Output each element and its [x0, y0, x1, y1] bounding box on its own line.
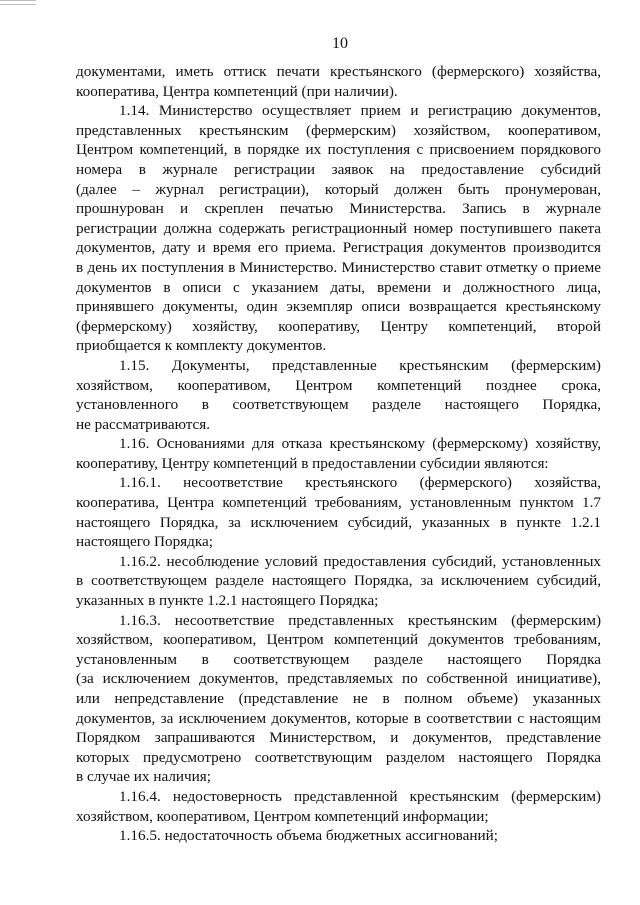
text-line: или непредставление (представление не в полном объеме) указанных	[76, 690, 601, 707]
text-line: хозяйством, кооперативом, Центром компетенций позднее срока,	[76, 376, 601, 394]
text-line: в случае их наличия;	[76, 768, 211, 786]
text-line: установленного в соответствующем разделе настоящего Порядка,	[76, 396, 601, 414]
document-body	[76, 62, 601, 846]
text-line: документов в описи с указанием даты, времени и должностного лица,	[76, 278, 601, 296]
text-line: документов, за исключением документов, которые в соответствии с настоящим	[76, 709, 601, 727]
text-line: приобщается к комплекту документов.	[76, 337, 327, 355]
text-line: хозяйством, кооперативом, Центром компетенций документов требованиям,	[76, 631, 601, 649]
text-line: 1.16.1. несоответствие крестьянского (фермерского) хозяйства,	[119, 474, 601, 492]
text-line: (фермерскому) хозяйству, кооперативу, Центру компетенций, второй	[76, 317, 601, 335]
text-line: представленных крестьянским (фермерским) хозяйством, кооперативом,	[76, 121, 601, 139]
text-line: регистрации должна содержать регистрационный номер поступившего пакета	[76, 219, 601, 237]
text-line: Порядком запрашиваются Министерством, и документов, представление	[76, 729, 601, 747]
text-line: (за исключением документов, представляемых по собственной инициативе),	[76, 670, 601, 688]
text-line: принявшего документы, один экземпляр описи возвращается крестьянскому	[76, 298, 601, 316]
text-line: в соответствующем разделе настоящего Порядка, за исключением субсидий,	[76, 572, 601, 590]
text-line: настоящего Порядка;	[76, 533, 213, 551]
text-line: которых предусмотрено соответствующим разделом настоящего Порядка	[76, 748, 601, 766]
text-line: указанных в пункте 1.2.1 настоящего Порядка;	[76, 592, 379, 610]
scan-edge-mark	[0, 0, 36, 5]
text-line: в день их поступления в Министерство. Министерство ставит отметку о приеме	[76, 258, 601, 276]
text-line: прошнурован и скреплен печатью Министерства. Запись в журнале	[76, 200, 601, 218]
text-line: кооператива, Центра компетенций требованиям, установленным пунктом 1.7	[76, 494, 601, 512]
text-line: 1.14. Министерство осуществляет прием и регистрацию документов,	[119, 102, 601, 120]
text-line: настоящего Порядка, за исключением субсидий, указанных в пункте 1.2.1	[76, 513, 601, 531]
text-line: кооперативу, Центру компетенций в предоставлении субсидии являются:	[76, 454, 549, 472]
text-line: Центром компетенций, в порядке их поступления с присвоением порядкового	[76, 141, 601, 159]
text-line: хозяйством, кооперативом, Центром компетенций информации;	[76, 807, 489, 825]
text-line: 1.16.2. несоблюдение условий предоставления субсидий, установленных	[119, 552, 601, 570]
text-line: номера в журнале регистрации заявок на предоставление субсидий	[76, 160, 601, 178]
text-line: документами, иметь оттиск печати крестьянского (фермерского) хозяйства,	[76, 63, 601, 80]
text-line: кооператива, Центра компетенций (при наличии).	[76, 82, 398, 100]
text-line: документов, дату и время его приема. Регистрация документов производится	[76, 239, 601, 257]
text-line: 1.16.3. несоответствие представленных крестьянским (фермерским)	[119, 611, 601, 629]
text-line: не рассматриваются.	[76, 415, 211, 433]
text-line: (далее – журнал регистрации), который должен быть пронумерован,	[76, 180, 601, 198]
text-line: 1.16.5. недостаточность объема бюджетных ассигнований;	[119, 827, 498, 845]
text-line: 1.15. Документы, представленные крестьянским (фермерским)	[119, 356, 601, 374]
text-line: 1.16. Основаниями для отказа крестьянскому (фермерскому) хозяйству,	[119, 435, 601, 453]
text-line: установленным в соответствующем разделе настоящего Порядка	[76, 650, 601, 668]
text-line: 1.16.4. недостоверность представленной крестьянским (фермерским)	[119, 787, 601, 805]
page-number: 10	[332, 35, 348, 52]
